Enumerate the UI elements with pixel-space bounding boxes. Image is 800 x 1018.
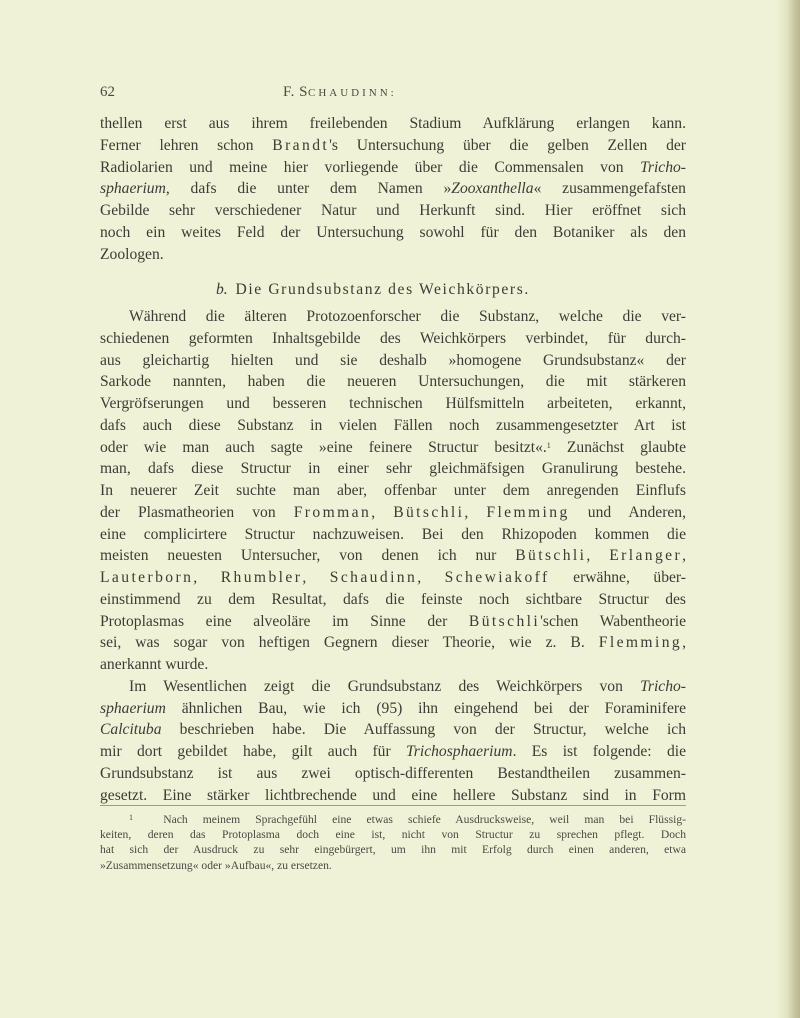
text-line xyxy=(100,676,686,698)
text-line xyxy=(100,222,686,244)
spaced-name: Schaudinn xyxy=(329,569,418,586)
spaced-name: Fromman xyxy=(293,503,372,521)
text-line xyxy=(100,437,686,459)
text: einstimmend zu dem Resultat, dafs die feinste noch sichtbare Structur des xyxy=(100,590,686,608)
text: beschrieben habe. Die Auffassung von der Structur, welche ich xyxy=(161,721,686,739)
text: ähnlichen Bau, wie ich (95) ihn eingehend bei der Foraminifere xyxy=(165,699,686,717)
text: 's Untersuchung über die gelben Zellen der xyxy=(329,136,686,154)
text-line xyxy=(100,524,686,546)
text: eine complicirtere Structur nachzuweisen. Bei den Rhizopoden kommen die xyxy=(100,525,686,543)
text: , xyxy=(193,569,221,586)
text: Nach meinem Sprachgefühl eine etwas schiefe Ausdrucksweise, weil man bei Flüssig- xyxy=(163,813,687,826)
text: « zusammengefafsten xyxy=(533,180,686,198)
italic-taxon: Tricho- xyxy=(640,677,686,695)
text-line xyxy=(100,350,686,372)
paragraph-1 xyxy=(100,113,686,265)
text: erwähne, über- xyxy=(549,569,686,586)
text: gesetzt. Eine stärker lichtbrechende und eine hellere Substanz sind in Form xyxy=(100,786,686,804)
text: Während die älteren Protozoenforscher die Substanz, welche die ver- xyxy=(129,308,686,325)
italic-taxon: Trichosphaerium xyxy=(405,743,513,760)
text-line xyxy=(100,244,686,266)
text-line xyxy=(100,502,686,524)
body-text xyxy=(100,113,686,806)
text: hat sich der Ausdruck zu sehr eingebürgert, um ihn mit Erfolg durch einen anderen, etwa xyxy=(100,843,686,857)
spaced-name: Bütschli xyxy=(515,547,587,565)
text: Radiolarien und meine hier vorliegende über die Commensalen von xyxy=(100,158,641,176)
text: , xyxy=(682,547,686,565)
text-line xyxy=(100,632,686,654)
footnote xyxy=(100,812,686,873)
text: der Plasmatheorien von xyxy=(100,503,294,521)
spaced-name: Bütschli xyxy=(393,503,465,521)
text: Protoplasmas eine alveoläre im Sinne der xyxy=(100,612,469,630)
text: meisten neuesten Untersucher, von denen ich nur xyxy=(100,547,516,565)
paragraph-2 xyxy=(100,306,686,676)
text: Grundsubstanz ist aus zwei optisch-differenten Bestandtheilen zusammen- xyxy=(100,764,686,782)
paragraph-3 xyxy=(100,676,686,807)
spaced-name: Schewiakoff xyxy=(444,569,550,586)
text-line xyxy=(100,306,686,328)
text-line xyxy=(100,763,686,785)
text-line xyxy=(100,178,686,200)
text: Zoologen. xyxy=(100,245,164,263)
section-heading xyxy=(100,279,686,301)
running-head xyxy=(100,84,686,104)
text-line xyxy=(100,611,686,633)
text: In neuerer Zeit suchte man aber, offenbar unter dem anregenden Einflufs xyxy=(100,482,686,499)
footnote-number: 1 xyxy=(129,813,133,822)
text: aus gleichartig hielten und sie deshalb »homogene Grundsubstanz« der xyxy=(100,351,686,369)
spaced-name: Erlanger xyxy=(609,547,683,565)
spaced-name: Lauterborn xyxy=(100,569,194,586)
text-line xyxy=(100,157,686,179)
spaced-name: Rhumbler xyxy=(220,569,303,586)
italic-taxon: Calcituba xyxy=(100,721,162,739)
spaced-name: Bütschli xyxy=(468,612,541,630)
text: , xyxy=(682,634,686,652)
author-rest: CHAUDINN: xyxy=(307,87,397,99)
footnote-line xyxy=(100,842,686,857)
text-line xyxy=(100,654,686,676)
text-line xyxy=(100,480,686,502)
spaced-name: Brandt xyxy=(272,136,330,154)
text-line xyxy=(100,589,686,611)
section-letter: b. xyxy=(216,281,228,299)
text: Ferner lehren schon xyxy=(100,136,273,154)
text: 'schen Wabentheorie xyxy=(540,612,686,630)
text: thellen erst aus ihrem freilebenden Stadium Aufklärung erlangen kann. xyxy=(100,115,686,132)
text-line xyxy=(100,393,686,415)
text: keiten, deren das Protoplasma doch eine ist, nicht von Structur zu sprechen pflegt. Doch xyxy=(100,828,686,842)
text-line xyxy=(100,741,686,763)
text-line xyxy=(100,545,686,567)
text-line xyxy=(100,328,686,350)
text: Zunächst glaubte xyxy=(550,438,686,456)
footnote-line xyxy=(100,827,686,842)
spaced-name: Flemming xyxy=(486,503,570,521)
text: Gebilde sehr verschiedener Natur und Herkunft sind. Hier eröffnet sich xyxy=(100,202,686,219)
text-line xyxy=(100,458,686,480)
text: Im Wesentlichen zeigt die Grundsubstanz des Weichkörpers von xyxy=(129,677,641,695)
text: mir dort gebildet habe, gilt auch für xyxy=(100,743,406,760)
text: oder wie man auch sagte »eine feinere Structur besitzt«. xyxy=(100,438,547,456)
text: und Anderen, xyxy=(569,503,686,521)
text-line xyxy=(100,719,686,741)
text: , xyxy=(371,503,394,521)
footnote-line xyxy=(100,858,686,873)
text: , xyxy=(586,547,610,565)
footnote-marker[interactable]: 1 xyxy=(546,440,551,450)
italic-taxon: Zooxanthella xyxy=(451,180,534,198)
text: , dafs die unter dem Namen » xyxy=(165,180,452,198)
text: man, dafs diese Structur in einer sehr gleichmäfsigen Granulirung bestehe. xyxy=(100,460,686,478)
text-line xyxy=(100,135,686,157)
spaced-name: Flemming xyxy=(598,634,683,652)
text-line xyxy=(100,371,686,393)
text: , xyxy=(302,569,330,586)
text-line xyxy=(100,200,686,222)
text: . Es ist folgende: die xyxy=(512,743,686,760)
text: dafs auch diese Substanz in vielen Fällen noch zusammengesetzter Art ist xyxy=(100,416,686,434)
text: sei, was sogar von heftigen Gegnern dieser Theorie, wie z. B. xyxy=(100,634,599,652)
page-number: 62 xyxy=(100,84,115,100)
page-edge-shadow xyxy=(778,0,800,1018)
text: , xyxy=(417,569,445,586)
author-initial: F. S xyxy=(283,84,308,100)
text: »Zusammensetzung« oder »Aufbau«, zu ersetzen. xyxy=(100,858,332,872)
italic-taxon: sphaerium xyxy=(100,699,166,717)
footnote-line xyxy=(100,812,686,827)
text-line xyxy=(100,785,686,807)
text: noch ein weites Feld der Untersuchung sowohl für den Botaniker als den xyxy=(100,223,686,241)
text: Sarkode nannten, haben die neueren Untersuchungen, die mit stärkeren xyxy=(100,373,686,391)
text-line xyxy=(100,698,686,720)
section-title: Die Grundsubstanz des Weichkörpers. xyxy=(235,281,530,299)
text-line xyxy=(100,415,686,437)
text: Vergröfserungen und besseren technischen Hülfsmitteln arbeiteten, erkannt, xyxy=(100,395,686,412)
text: schiedenen geformten Inhaltsgebilde des Weichkörpers verbindet, für durch- xyxy=(100,329,686,347)
author-name xyxy=(283,84,397,101)
italic-taxon: sphaerium xyxy=(100,180,166,198)
text: , xyxy=(464,503,487,521)
text-line xyxy=(100,567,686,589)
footnote-divider xyxy=(100,805,686,806)
italic-taxon: Tricho- xyxy=(640,158,686,176)
text: anerkannt wurde. xyxy=(100,656,209,673)
text-line xyxy=(100,113,686,135)
